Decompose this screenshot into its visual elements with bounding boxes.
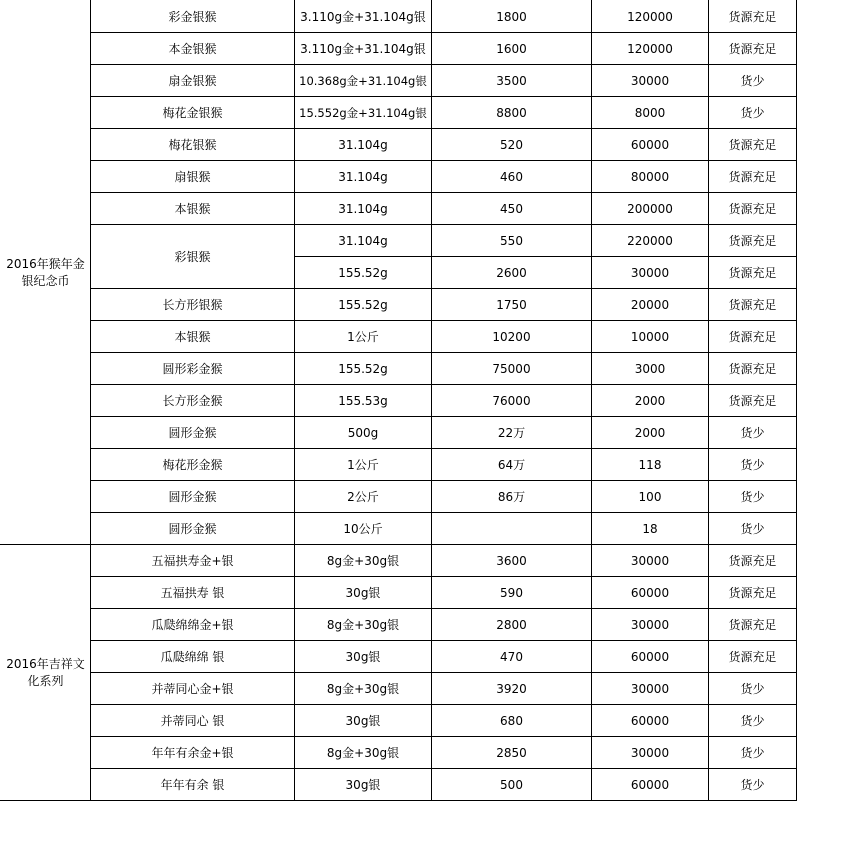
weight-cell: 500g <box>295 417 432 449</box>
coin-name-cell: 五福拱寿金+银 <box>91 545 295 577</box>
coin-name-cell: 彩银猴 <box>91 225 295 289</box>
stock-status-cell: 货源充足 <box>709 161 797 193</box>
weight-cell: 30g银 <box>295 705 432 737</box>
weight-cell: 3.110g金+31.104g银 <box>295 1 432 33</box>
mintage-cell: 8000 <box>592 97 709 129</box>
weight-cell: 8g金+30g银 <box>295 673 432 705</box>
price-cell: 1800 <box>432 1 592 33</box>
mintage-cell: 10000 <box>592 321 709 353</box>
stock-status-cell: 货少 <box>709 449 797 481</box>
price-cell: 520 <box>432 129 592 161</box>
price-cell: 76000 <box>432 385 592 417</box>
weight-cell: 10公斤 <box>295 513 432 545</box>
weight-cell: 31.104g <box>295 193 432 225</box>
weight-cell: 30g银 <box>295 641 432 673</box>
price-cell: 8800 <box>432 97 592 129</box>
coin-name-cell: 长方形金猴 <box>91 385 295 417</box>
stock-status-cell: 货源充足 <box>709 33 797 65</box>
stock-status-cell: 货少 <box>709 97 797 129</box>
price-cell: 64万 <box>432 449 592 481</box>
stock-status-cell: 货少 <box>709 481 797 513</box>
mintage-cell: 30000 <box>592 545 709 577</box>
coin-name-cell: 本银猴 <box>91 321 295 353</box>
weight-cell: 31.104g <box>295 161 432 193</box>
coin-name-cell: 长方形银猴 <box>91 289 295 321</box>
coin-name-cell: 梅花金银猴 <box>91 97 295 129</box>
weight-cell: 155.52g <box>295 353 432 385</box>
mintage-cell: 100 <box>592 481 709 513</box>
table-row <box>1 161 797 193</box>
coin-name-cell: 年年有余金+银 <box>91 737 295 769</box>
coin-name-cell: 彩金银猴 <box>91 1 295 33</box>
table-row <box>1 385 797 417</box>
price-cell: 590 <box>432 577 592 609</box>
weight-cell: 2公斤 <box>295 481 432 513</box>
mintage-cell: 3000 <box>592 353 709 385</box>
coin-name-cell: 年年有余 银 <box>91 769 295 801</box>
stock-status-cell: 货源充足 <box>709 385 797 417</box>
table-row <box>1 65 797 97</box>
stock-status-cell: 货少 <box>709 705 797 737</box>
weight-cell: 15.552g金+31.104g银 <box>295 97 432 129</box>
price-cell: 22万 <box>432 417 592 449</box>
table-row <box>1 1 797 33</box>
coin-name-cell: 扇银猴 <box>91 161 295 193</box>
price-cell: 460 <box>432 161 592 193</box>
table-row <box>1 577 797 609</box>
stock-status-cell: 货源充足 <box>709 129 797 161</box>
mintage-cell: 30000 <box>592 673 709 705</box>
coin-name-cell: 圆形金猴 <box>91 513 295 545</box>
coin-name-cell: 五福拱寿 银 <box>91 577 295 609</box>
table-row <box>1 289 797 321</box>
stock-status-cell: 货源充足 <box>709 545 797 577</box>
table-row <box>1 673 797 705</box>
price-cell: 680 <box>432 705 592 737</box>
weight-cell: 30g银 <box>295 769 432 801</box>
mintage-cell: 120000 <box>592 1 709 33</box>
coin-name-cell: 梅花形金猴 <box>91 449 295 481</box>
price-cell: 2600 <box>432 257 592 289</box>
mintage-cell: 120000 <box>592 33 709 65</box>
mintage-cell: 60000 <box>592 769 709 801</box>
price-cell: 3920 <box>432 673 592 705</box>
price-cell: 1750 <box>432 289 592 321</box>
mintage-cell: 60000 <box>592 129 709 161</box>
weight-cell: 155.52g <box>295 289 432 321</box>
stock-status-cell: 货源充足 <box>709 641 797 673</box>
mintage-cell: 30000 <box>592 65 709 97</box>
table-row <box>1 129 797 161</box>
price-cell: 3500 <box>432 65 592 97</box>
coin-name-cell: 并蒂同心 银 <box>91 705 295 737</box>
weight-cell: 1公斤 <box>295 321 432 353</box>
price-cell: 550 <box>432 225 592 257</box>
stock-status-cell: 货少 <box>709 737 797 769</box>
weight-cell: 8g金+30g银 <box>295 737 432 769</box>
price-cell: 1600 <box>432 33 592 65</box>
weight-cell: 1公斤 <box>295 449 432 481</box>
table-row <box>1 353 797 385</box>
mintage-cell: 60000 <box>592 641 709 673</box>
mintage-cell: 2000 <box>592 385 709 417</box>
stock-status-cell: 货少 <box>709 417 797 449</box>
price-cell: 3600 <box>432 545 592 577</box>
coin-name-cell: 扇金银猴 <box>91 65 295 97</box>
table-row <box>1 97 797 129</box>
weight-cell: 8g金+30g银 <box>295 545 432 577</box>
stock-status-cell: 货源充足 <box>709 289 797 321</box>
weight-cell: 31.104g <box>295 129 432 161</box>
stock-status-cell: 货源充足 <box>709 1 797 33</box>
mintage-cell: 2000 <box>592 417 709 449</box>
table-row <box>1 33 797 65</box>
stock-status-cell: 货少 <box>709 65 797 97</box>
price-cell: 500 <box>432 769 592 801</box>
coin-name-cell: 圆形金猴 <box>91 417 295 449</box>
table-row <box>1 193 797 225</box>
mintage-cell: 30000 <box>592 737 709 769</box>
mintage-cell: 20000 <box>592 289 709 321</box>
series-cell: 2016年猴年金银纪念币 <box>1 1 91 545</box>
weight-cell: 30g银 <box>295 577 432 609</box>
price-cell: 2800 <box>432 609 592 641</box>
mintage-cell: 118 <box>592 449 709 481</box>
mintage-cell: 18 <box>592 513 709 545</box>
coin-name-cell: 本银猴 <box>91 193 295 225</box>
weight-cell: 155.52g <box>295 257 432 289</box>
price-cell: 2850 <box>432 737 592 769</box>
stock-status-cell: 货少 <box>709 769 797 801</box>
table-row <box>1 705 797 737</box>
weight-cell: 155.53g <box>295 385 432 417</box>
table-row <box>1 737 797 769</box>
stock-status-cell: 货源充足 <box>709 257 797 289</box>
mintage-cell: 30000 <box>592 257 709 289</box>
table-row <box>1 449 797 481</box>
table-row <box>1 769 797 801</box>
price-cell: 75000 <box>432 353 592 385</box>
coin-name-cell: 瓜瓞绵绵 银 <box>91 641 295 673</box>
mintage-cell: 60000 <box>592 577 709 609</box>
table-row <box>1 417 797 449</box>
table-row <box>1 545 797 577</box>
weight-cell: 10.368g金+31.104g银 <box>295 65 432 97</box>
stock-status-cell: 货源充足 <box>709 225 797 257</box>
table-row <box>1 321 797 353</box>
stock-status-cell: 货源充足 <box>709 321 797 353</box>
coin-name-cell: 圆形彩金猴 <box>91 353 295 385</box>
stock-status-cell: 货少 <box>709 513 797 545</box>
weight-cell: 31.104g <box>295 225 432 257</box>
weight-cell: 3.110g金+31.104g银 <box>295 33 432 65</box>
table-row <box>1 609 797 641</box>
price-cell <box>432 513 592 545</box>
table-row <box>1 513 797 545</box>
weight-cell: 8g金+30g银 <box>295 609 432 641</box>
stock-status-cell: 货源充足 <box>709 577 797 609</box>
mintage-cell: 60000 <box>592 705 709 737</box>
mintage-cell: 80000 <box>592 161 709 193</box>
stock-status-cell: 货源充足 <box>709 193 797 225</box>
coin-name-cell: 圆形金猴 <box>91 481 295 513</box>
stock-status-cell: 货少 <box>709 673 797 705</box>
coin-name-cell: 瓜瓞绵绵金+银 <box>91 609 295 641</box>
table-row <box>1 641 797 673</box>
mintage-cell: 200000 <box>592 193 709 225</box>
coin-name-cell: 梅花银猴 <box>91 129 295 161</box>
stock-status-cell: 货源充足 <box>709 353 797 385</box>
price-cell: 86万 <box>432 481 592 513</box>
mintage-cell: 220000 <box>592 225 709 257</box>
coin-name-cell: 本金银猴 <box>91 33 295 65</box>
price-cell: 470 <box>432 641 592 673</box>
stock-status-cell: 货源充足 <box>709 609 797 641</box>
table-row <box>1 225 797 257</box>
price-cell: 450 <box>432 193 592 225</box>
price-cell: 10200 <box>432 321 592 353</box>
table-row <box>1 481 797 513</box>
mintage-cell: 30000 <box>592 609 709 641</box>
series-cell: 2016年吉祥文化系列 <box>1 545 91 801</box>
coin-name-cell: 并蒂同心金+银 <box>91 673 295 705</box>
